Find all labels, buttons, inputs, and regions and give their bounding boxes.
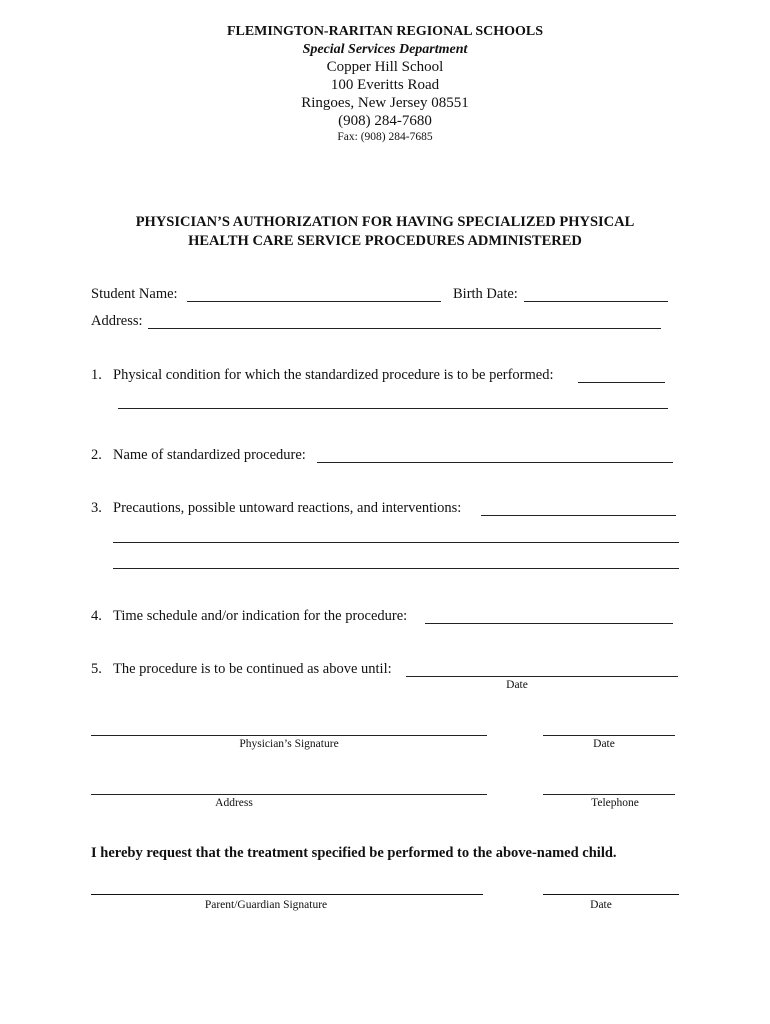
- physician-address-line[interactable]: [91, 794, 487, 795]
- physician-signature-line[interactable]: [91, 735, 487, 736]
- student-name-line[interactable]: [187, 301, 441, 302]
- department-name: Special Services Department: [302, 42, 468, 57]
- parent-signature-caption: Parent/Guardian Signature: [204, 899, 328, 911]
- item-3-number: 3.: [91, 500, 102, 516]
- item-2-text: Name of standardized procedure:: [113, 447, 306, 463]
- item-4-number: 4.: [91, 608, 102, 624]
- birth-date-line[interactable]: [524, 301, 668, 302]
- form-title-line-1: PHYSICIAN’S AUTHORIZATION FOR HAVING SPECIALIZED PHYSICAL: [135, 214, 635, 230]
- physician-date-line[interactable]: [543, 735, 675, 736]
- request-statement: I hereby request that the treatment specified be performed to the above-named child.: [91, 845, 617, 861]
- physician-signature-caption: Physician’s Signature: [239, 738, 339, 750]
- item-5-number: 5.: [91, 661, 102, 677]
- address-label: Address:: [91, 313, 143, 329]
- item-1-line-a[interactable]: [578, 382, 665, 383]
- birth-date-label: Birth Date:: [453, 286, 518, 302]
- item-3-line-b[interactable]: [113, 542, 679, 543]
- telephone-caption: Telephone: [591, 797, 639, 809]
- school-name: Copper Hill School: [326, 59, 444, 75]
- parent-date-caption: Date: [590, 899, 612, 911]
- phone-number: (908) 284-7680: [338, 113, 432, 129]
- city-address: Ringoes, New Jersey 08551: [301, 95, 469, 111]
- item-4-line[interactable]: [425, 623, 673, 624]
- item-5-line[interactable]: [406, 676, 678, 677]
- telephone-line[interactable]: [543, 794, 675, 795]
- form-title-line-2: HEALTH CARE SERVICE PROCEDURES ADMINISTERED: [188, 233, 582, 249]
- address-line[interactable]: [148, 328, 661, 329]
- item-1-text: Physical condition for which the standardized procedure is to be performed:: [113, 367, 554, 383]
- item-2-line[interactable]: [317, 462, 673, 463]
- parent-date-line[interactable]: [543, 894, 679, 895]
- physician-address-caption: Address: [215, 797, 253, 809]
- fax-number: Fax: (908) 284-7685: [337, 131, 433, 143]
- item-2-number: 2.: [91, 447, 102, 463]
- item-3-line-a[interactable]: [481, 515, 676, 516]
- physician-date-caption: Date: [593, 738, 615, 750]
- item-3-line-c[interactable]: [113, 568, 679, 569]
- student-name-label: Student Name:: [91, 286, 178, 302]
- item-5-text: The procedure is to be continued as above until:: [113, 661, 392, 677]
- street-address: 100 Everitts Road: [330, 77, 440, 93]
- item-1-number: 1.: [91, 367, 102, 383]
- item-1-line-b[interactable]: [118, 408, 668, 409]
- item-4-text: Time schedule and/or indication for the procedure:: [113, 608, 408, 624]
- item-3-text: Precautions, possible untoward reactions, and interventions:: [113, 500, 462, 516]
- parent-signature-line[interactable]: [91, 894, 483, 895]
- until-date-caption: Date: [506, 679, 528, 691]
- district-name: FLEMINGTON-RARITAN REGIONAL SCHOOLS: [226, 24, 544, 39]
